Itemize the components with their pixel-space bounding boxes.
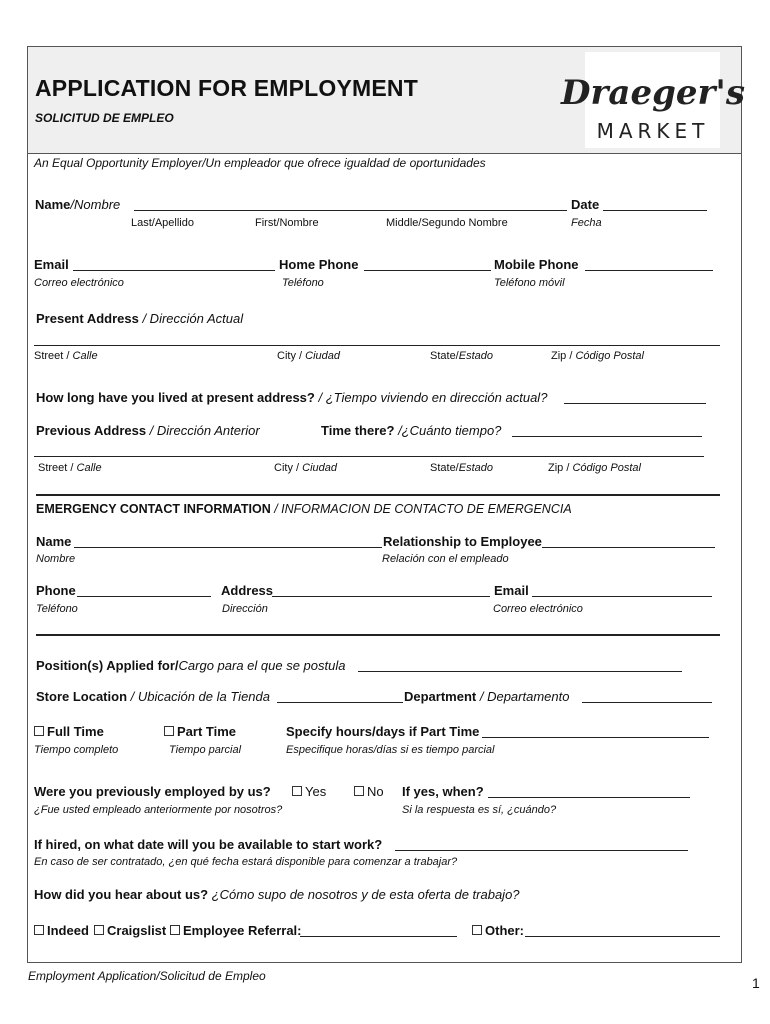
email-label: Email — [34, 257, 69, 272]
previously-employed-hint: ¿Fue usted empleado anteriormente por nosotros? — [34, 804, 283, 816]
how-long-label: How long have you lived at present address? / ¿Tiempo viviendo en dirección actual? — [36, 390, 548, 405]
emergency-email-label: Email — [494, 583, 529, 598]
specify-hours-input-line[interactable] — [482, 737, 709, 738]
emergency-phone-hint: Teléfono — [36, 603, 78, 615]
emergency-heading: EMERGENCY CONTACT INFORMATION / INFORMACION DE CONTACTO DE EMERGENCIA — [36, 502, 572, 516]
indeed-checkbox[interactable] — [34, 925, 44, 935]
previous-city-hint: City / Ciudad — [274, 462, 337, 474]
logo-script-text: Draeger's — [561, 73, 745, 113]
present-address-input-line[interactable] — [34, 345, 720, 346]
other-option[interactable]: Other: — [472, 923, 524, 938]
emergency-address-label: Address — [221, 583, 274, 598]
emergency-phone-input-line[interactable] — [77, 596, 211, 597]
previous-address-label: Previous Address / Dirección Anterior — [36, 423, 260, 438]
how-long-input-line[interactable] — [564, 403, 706, 404]
present-zip-hint: Zip / Código Postal — [551, 350, 644, 362]
emergency-address-input-line[interactable] — [272, 596, 490, 597]
store-location-input-line[interactable] — [277, 702, 403, 703]
present-city-hint: City / Ciudad — [277, 350, 340, 362]
relationship-label: Relationship to Employee — [383, 534, 542, 549]
availability-label: If hired, on what date will you be available to start work? — [34, 837, 383, 852]
mobile-phone-hint: Teléfono móvil — [494, 277, 565, 289]
indeed-option[interactable]: Indeed — [34, 923, 89, 938]
if-yes-when-label: If yes, when? — [402, 784, 484, 799]
draegers-market-logo — [561, 52, 745, 148]
page-number: 1 — [752, 975, 760, 991]
footer-text: Employment Application/Solicitud de Empleo — [28, 969, 266, 983]
emergency-phone-label: Phone — [36, 583, 76, 598]
date-input-line[interactable] — [603, 210, 707, 211]
how-heard-label: How did you hear about us? ¿Cómo supo de nosotros y de esta oferta de trabajo? — [34, 887, 520, 902]
section-divider-1 — [36, 494, 720, 496]
emergency-address-hint: Dirección — [222, 603, 268, 615]
if-yes-when-hint: Si la respuesta es sí, ¿cuándo? — [402, 804, 557, 816]
name-input-line[interactable] — [134, 210, 567, 211]
time-there-input-line[interactable] — [512, 436, 702, 437]
store-location-label: Store Location / Ubicación de la Tienda — [36, 689, 270, 704]
emergency-email-input-line[interactable] — [532, 596, 712, 597]
craigslist-option[interactable]: Craigslist — [94, 923, 166, 938]
previous-zip-hint: Zip / Código Postal — [548, 462, 641, 474]
form-subtitle: SOLICITUD DE EMPLEO — [35, 111, 174, 125]
first-name-hint: First/Nombre — [255, 217, 319, 229]
previous-address-input-line[interactable] — [34, 456, 704, 457]
present-street-hint: Street / Calle — [34, 350, 98, 362]
availability-input-line[interactable] — [395, 850, 688, 851]
other-checkbox[interactable] — [472, 925, 482, 935]
email-hint: Correo electrónico — [34, 277, 124, 289]
other-input-line[interactable] — [525, 936, 720, 937]
craigslist-checkbox[interactable] — [94, 925, 104, 935]
yes-checkbox[interactable] — [292, 786, 302, 796]
department-label: Department / Departamento — [404, 689, 570, 704]
relationship-hint: Relación con el empleado — [382, 553, 509, 565]
no-checkbox[interactable] — [354, 786, 364, 796]
home-phone-input-line[interactable] — [364, 270, 491, 271]
employee-referral-option[interactable]: Employee Referral: — [170, 923, 302, 938]
name-label: Name/Nombre — [35, 197, 121, 212]
last-name-hint: Last/Apellido — [131, 217, 194, 229]
present-address-label: Present Address / Dirección Actual — [36, 311, 244, 326]
full-time-checkbox[interactable] — [34, 726, 44, 736]
middle-name-hint: Middle/Segundo Nombre — [386, 217, 508, 229]
relationship-input-line[interactable] — [542, 547, 715, 548]
mobile-phone-input-line[interactable] — [585, 270, 713, 271]
email-input-line[interactable] — [73, 270, 275, 271]
position-label: Position(s) Applied for/Cargo para el que se postula — [36, 658, 346, 673]
previous-state-hint: State/Estado — [430, 462, 493, 474]
previously-employed-yes[interactable]: Yes — [292, 784, 326, 799]
position-input-line[interactable] — [358, 671, 682, 672]
availability-hint: En caso de ser contratado, ¿en qué fecha estará disponible para comenzar a trabajar? — [34, 856, 458, 868]
employee-referral-input-line[interactable] — [300, 936, 457, 937]
present-state-hint: State/Estado — [430, 350, 493, 362]
part-time-hint: Tiempo parcial — [169, 744, 242, 756]
part-time-option[interactable]: Part Time — [164, 724, 236, 739]
department-input-line[interactable] — [582, 702, 712, 703]
previously-employed-no[interactable]: No — [354, 784, 384, 799]
date-label: Date — [571, 197, 600, 212]
employee-referral-checkbox[interactable] — [170, 925, 180, 935]
full-time-hint: Tiempo completo — [34, 744, 119, 756]
home-phone-label: Home Phone — [279, 257, 359, 272]
mobile-phone-label: Mobile Phone — [494, 257, 579, 272]
section-divider-2 — [36, 634, 720, 636]
date-hint: Fecha — [571, 217, 602, 229]
full-time-option[interactable]: Full Time — [34, 724, 104, 739]
specify-hours-label: Specify hours/days if Part Time — [286, 724, 480, 739]
home-phone-hint: Teléfono — [282, 277, 324, 289]
part-time-checkbox[interactable] — [164, 726, 174, 736]
form-header — [28, 47, 745, 154]
emergency-name-hint: Nombre — [36, 553, 76, 565]
previously-employed-label: Were you previously employed by us? — [34, 784, 271, 799]
previous-street-hint: Street / Calle — [38, 462, 102, 474]
emergency-name-label: Name — [36, 534, 72, 549]
emergency-email-hint: Correo electrónico — [493, 603, 583, 615]
emergency-name-input-line[interactable] — [74, 547, 382, 548]
if-yes-when-input-line[interactable] — [488, 797, 690, 798]
logo-market-text: MARKET — [596, 119, 710, 143]
time-there-label: Time there? /¿Cuánto tiempo? — [321, 423, 502, 438]
equal-opportunity-statement: An Equal Opportunity Employer/Un empleador que ofrece igualdad de oportunidades — [34, 156, 486, 170]
form-title: APPLICATION FOR EMPLOYMENT — [35, 75, 418, 101]
specify-hours-hint: Especifique horas/días si es tiempo parcial — [286, 744, 495, 756]
